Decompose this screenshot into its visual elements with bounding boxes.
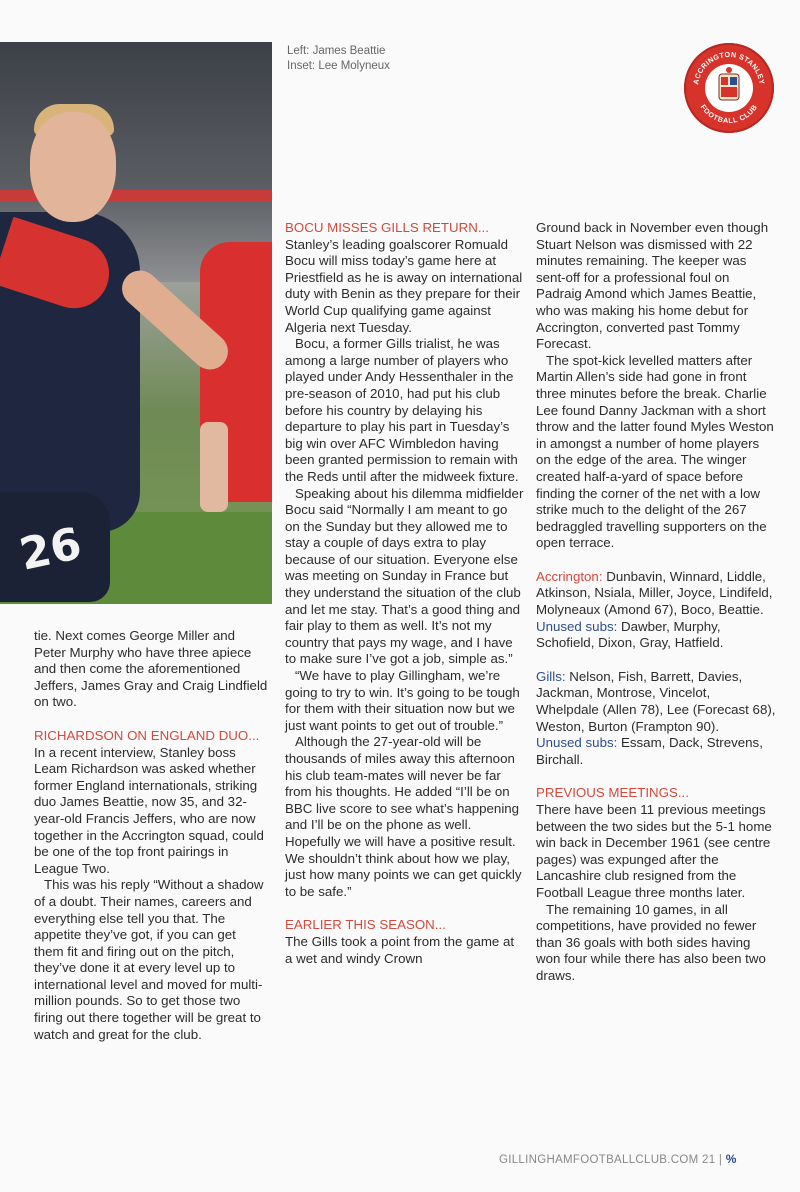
gills-team: Nelson, Fish, Barrett, Davies, Jackman, Montrose, Vincelot, Whelpdale (Allen 78), Lee (Forecast 68), Weston, Burton (Frampton 90).: [536, 668, 776, 734]
col3-heading: PREVIOUS MEETINGS...: [536, 785, 689, 801]
gills-label: Gills:: [536, 668, 566, 684]
column-right: [536, 220, 776, 985]
col2-paragraph-6: The Gills took a point from the game at a wet and windy Crown: [285, 933, 515, 966]
col3-paragraph-1: Ground back in November even though Stuart Nelson was dismissed with 22 minutes remaining. The keeper was sent-off for a professional foul on Padraig Amond which James Beattie, who was making his home debut for Accrington, converted past Tommy Forecast.: [536, 220, 769, 352]
footer-logo-mark: %: [725, 1152, 737, 1166]
col1-paragraph-3: This was his reply “Without a shadow of a doubt. Their names, careers and everything else tell you that. The appetite they’ve got, if you can get them fit and firing out on the pitch, they’ve done it at every level up to international level and moved for multi-million pounds. So to get those two firing out there together will be great to watch and great for the club.: [34, 877, 264, 1042]
photo-caption: [287, 44, 390, 73]
col3-paragraph-4: The remaining 10 games, in all competitions, have provided no fewer than 36 goals with both sides having won four while there has also been two draws.: [536, 901, 766, 983]
accrington-subs-label: Unused subs:: [536, 618, 618, 634]
col2-heading-2: EARLIER THIS SEASON...: [285, 917, 446, 933]
accrington-subs-list: Dawber, Murphy, Schofield, Dixon, Gray, Hatfield.: [536, 618, 724, 651]
gills-subs: [536, 735, 776, 768]
col3-paragraph-2: The spot-kick levelled matters after Martin Allen’s side had gone in front three minutes before the break. Charlie Lee found Danny Jackman with a short throw and the latter found Myles Weston in amongst a number of home players on the edge of the area. The winger created half-a-yard of space before finding the corner of the net with a low strike much to the delight of the 267 bedraggled travelling supporters on the open terrace.: [536, 352, 774, 551]
photo-shirt-number: 26: [15, 518, 86, 581]
footer-site: GILLINGHAMFOOTBALLCLUB.COM: [499, 1154, 699, 1166]
column-left: [34, 628, 268, 1043]
badge-text-bottom: FOOTBALL CLUB: [698, 102, 760, 126]
col3-paragraph-3: There have been 11 previous meetings between the two sides but the 5-1 home win back in December 1961 (see centre pages) was expunged after the Lancashire club resigned from the Football League three months later.: [536, 802, 772, 900]
accrington-subs: [536, 619, 776, 652]
col2-paragraph-1: Stanley’s leading goalscorer Romuald Bocu will miss today’s game here at Priestfield as he is away on international duty with Benin as they prepare for their World Cup qualifying game against Algeria next Tuesday.: [285, 236, 523, 335]
caption-line-2: Inset: Lee Molyneux: [287, 59, 390, 72]
gills-subs-label: Unused subs:: [536, 735, 618, 751]
accrington-label: Accrington:: [536, 568, 603, 584]
footer-separator: |: [718, 1154, 723, 1166]
col2-paragraph-2: Bocu, a former Gills trialist, he was among a large number of players who played under Andy Hessenthaler in the pre-season of 2010, had put his club before his country by delaying his departure to play his part in Tuesday’s big win over AFC Wimbledon having been granted permission to remain with the Reds until after the midweek fixture.: [285, 336, 519, 484]
gills-lineup: [536, 669, 776, 735]
col2-paragraph-5: Although the 27-year-old will be thousands of miles away this afternoon his club team-mates will never be far from his thoughts. He added “I’ll be on BBC live score to see what’s happening and I’ll be on the phone as well. Hopefully we will have a positive result. We shouldn’t think about how we play, just how many points we can get quickly to be safe.”: [285, 734, 522, 899]
col1-heading: RICHARDSON ON ENGLAND DUO...: [34, 727, 260, 743]
photo-opponent-leg: [200, 422, 228, 512]
col2-paragraph-4: “We have to play Gillingham, we’re going to try to win. It’s going to be tough for them with their situation now but we just want points to get out of trouble.”: [285, 668, 520, 733]
col1-paragraph-2: In a recent interview, Stanley boss Leam Richardson was asked whether former England internationals, striking duo James Beattie, now 35, and 32-year-old Francis Jeffers, who are now together in the Accrington squad, could be one of the top front pairings in League Two.: [34, 744, 264, 876]
footer-page-number: 21: [702, 1154, 716, 1166]
player-photo: [0, 42, 272, 604]
accrington-lineup: [536, 569, 776, 619]
col2-heading: BOCU MISSES GILLS RETURN...: [285, 220, 489, 235]
column-middle: [285, 220, 525, 967]
accrington-team: Dunbavin, Winnard, Liddle, Atkinson, Nsiala, Miller, Joyce, Lindifeld, Molyneaux (Amond 67), Boco, Beattie.: [536, 568, 773, 618]
col2-paragraph-3: Speaking about his dilemma midfielder Bocu said “Normally I am meant to go on the Sunday but they allowed me to stay a couple of days extra to play because of our situation. Everyone else was meeting on Sunday in France but they understand the situation of the club and let me stay. That’s a good thing and fair play to them as well. It’s not my country that pays my wage, and I have to make sure I’ve got a job, simple as.”: [285, 485, 524, 667]
photo-player-head: [30, 112, 116, 222]
gills-subs-list: Essam, Dack, Strevens, Birchall.: [536, 735, 763, 767]
page-footer: [499, 1152, 737, 1166]
caption-line-1: Left: James Beattie: [287, 45, 386, 57]
club-crest-icon: [684, 43, 774, 133]
badge-text-top: ACCRINGTON STANLEY: [691, 49, 767, 86]
col1-paragraph-1: tie. Next comes George Miller and Peter Murphy who have three apiece and then come the aforementioned Jeffers, James Gray and Craig Lindfield on two.: [34, 628, 268, 710]
